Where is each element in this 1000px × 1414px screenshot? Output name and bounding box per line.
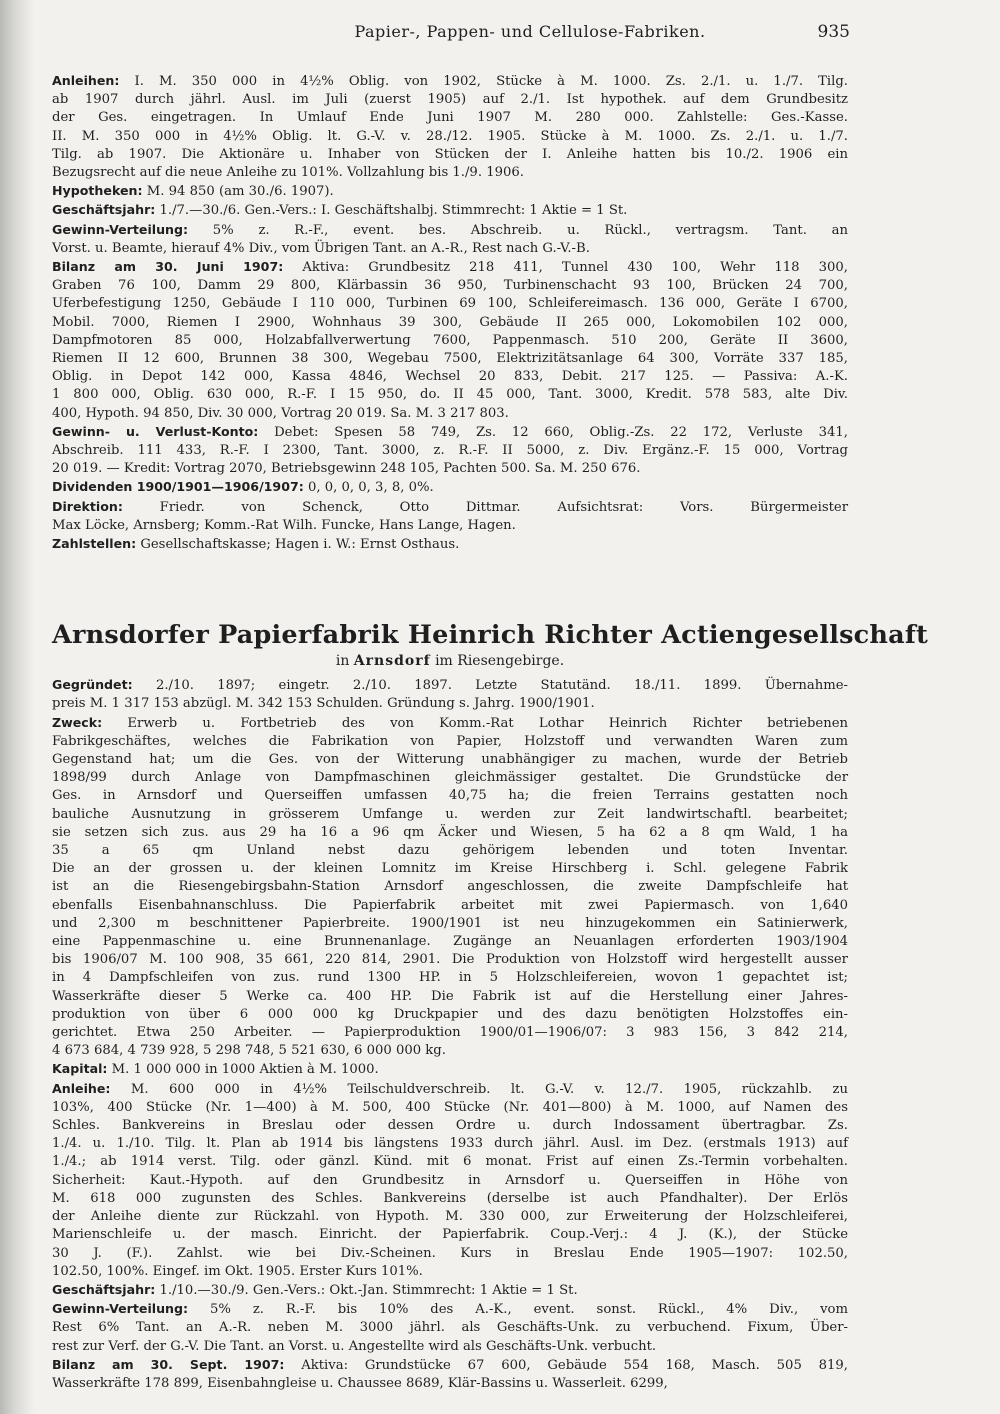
line-text: 1 800 000, Oblig. 630 000, R.-F. I 15 950, do. II 45 000, Tant. 3000, Kredit. 578 583, alte Div. [52,387,848,403]
section-label: Gewinn-Verteilung: [52,221,189,237]
text-line [52,258,848,277]
line-text: Debet: Spesen 58 749, Zs. 12 660, Oblig.-Zs. 22 172, Verluste 341, [258,424,848,440]
text-line [52,332,848,350]
text-line [52,751,848,769]
text-line [52,1135,848,1153]
text-line [52,1172,848,1190]
line-text: Graben 76 100, Damm 29 800, Klärbassin 36 950, Turbinenschacht 93 100, Brücken 24 700, [52,278,848,294]
text-line [52,1319,848,1337]
text-line [52,1300,848,1319]
text-line [52,72,848,91]
text-line [52,1153,848,1171]
text-line [52,201,848,220]
text-line [52,164,848,182]
text-line [52,460,848,478]
line-text: der Anleihe diente zur Rückzahl. von Hypoth. M. 330 000, zur Erweiterung der Holzschleiferei, [52,1209,848,1225]
line-text: preis M. 1 317 153 abzügl. M. 342 153 Schulden. Gründung s. Jahrg. 1900/1901. [52,696,595,712]
line-text: 5% z. R.-F., event. bes. Abschreib. u. Rückl., vertragsm. Tant. an [188,222,848,238]
line-text: und 2,300 m beschnittener Papierbreite. 1900/1901 ist neu hinzugekommen ein Satinierwerk, [52,915,848,931]
line-text: Wasserkräfte dieser 5 Werke ca. 400 HP. Die Fabrik ist auf die Herstellung einer Jahres- [52,988,848,1004]
line-text: 102.50, 100%. Eingef. im Okt. 1905. Erster Kurs 101%. [52,1263,423,1279]
text-line [52,1006,848,1024]
text-line [52,314,848,332]
text-line [52,1245,848,1263]
line-text: 0, 0, 0, 0, 3, 8, 0%. [303,480,434,496]
line-text: Fabrikgeschäftes, welches die Fabrikation von Papier, Holzstoff und verwandten Waren zum [52,733,848,749]
text-line [52,478,848,497]
location-prefix: in [335,653,350,669]
line-text: bauliche Ausnutzung in grösserem Umfange u. werden zur Zeit landwirtschaftl. bearbeitet; [52,806,848,822]
section-label: Gegründet: [52,677,133,693]
line-text: produktion von über 6 000 000 kg Druckpapier und des dazu benötigten Holzstoffes ein- [52,1006,848,1022]
text-line [52,1208,848,1226]
section-label: Anleihen: [52,73,120,88]
running-header [60,22,1000,48]
text-line [52,951,848,969]
text-line [52,146,848,164]
entry-arnsdorfer-papierfabrik [52,620,928,1393]
line-text: M. 1 000 000 in 1000 Aktien à M. 1000. [107,1062,379,1078]
line-text: Die an der grossen u. der kleinen Lomnitz im Kreise Hirschberg i. Schl. gelegene Fabrik [52,861,848,877]
line-text: Riemen II 12 600, Brunnen 38 300, Wegebau 7500, Elektrizitätsanlage 64 300, Vorräte 337 185, [52,351,848,367]
text-line [52,695,848,713]
line-text: Marienschleife u. der masch. Einricht. der Papierfabrik. Coup.-Verj.: 4 J. (K.), der Stücke [52,1227,848,1243]
line-text: gerichtet. Etwa 250 Arbeiter. — Papierproduktion 1900/01—1906/07: 3 983 156, 3 842 214, [52,1025,848,1041]
text-line [52,1099,848,1117]
section-label: Anleihe: [52,1080,111,1096]
text-line [52,714,848,733]
line-text: 35 a 65 qm Unland nebst dazu gehörigem lebenden und toten Inventar. [52,843,848,859]
line-text: 20 019. — Kredit: Vortrag 2070, Betriebsgewinn 248 105, Pachten 500. Sa. M. 250 676. [52,461,641,477]
section-label: Bilanz am 30. Sept. 1907: [52,1356,285,1372]
line-text: Aktiva: Grundstücke 67 600, Gebäude 554 168, Masch. 505 819, [284,1357,848,1373]
text-line [52,1338,848,1356]
line-text: Abschreib. 111 433, R.-F. I 2300, Tant. 3000, z. R.-F. II 5000, z. Div. Ergänz.-F. 15 000, Vortrag [52,443,848,459]
line-text: Uferbefestigung 1250, Gebäude I 110 000, Turbinen 69 100, Schleifereimasch. 136 000, Geräte I 6700, [52,296,848,312]
line-text: Vorst. u. Beamte, hierauf 4% Div., vom Übrigen Tant. an A.-R., Rest nach G.-V.-B. [52,240,590,256]
section-label: Geschäftsjahr: [52,1281,156,1297]
line-text: Schles. Bankvereins in Breslau oder dessen Ordre u. durch Indossament übertragbar. Zs. [52,1118,848,1134]
text-line [52,969,848,987]
text-line [52,442,848,460]
text-line [52,860,848,878]
text-line [52,988,848,1006]
entry-continued-text [52,72,848,554]
line-text: Gesellschaftskasse; Hagen i. W.: Ernst Osthaus. [136,537,460,553]
line-text: I. M. 350 000 in 4½% Oblig. von 1902, Stücke à M. 1000. Zs. 2./1. u. 1./7. Tilg. [119,74,848,89]
text-line [52,423,848,442]
text-line [52,1375,848,1393]
line-text: 1./4.; ab 1914 verst. Tilg. oder gänzl. Künd. mit 6 monat. Frist auf einen Zs.-Termin vorbehalten. [52,1154,848,1170]
text-line [52,1042,848,1060]
text-line [52,1024,848,1042]
text-line [52,535,848,554]
text-line [52,350,848,368]
line-text: Rest 6% Tant. an A.-R. neben M. 3000 jährl. als Geschäfts-Unk. zu verbuchend. Fixum, Über- [52,1320,848,1336]
text-line [52,878,848,896]
line-text: M. 618 000 zugunsten des Schles. Bankvereins (derselbe ist auch Pfandhalter). Der Erlös [52,1190,848,1206]
line-text: M. 94 850 (am 30./6. 1907). [142,184,334,200]
line-text: M. 600 000 in 4½% Teilschuldverschreib. lt. G.-V. v. 12./7. 1905, rückzahlb. zu [110,1081,848,1097]
line-text: der Ges. eingetragen. In Umlauf Ende Juni 1907 M. 280 000. Zahlstelle: Ges.-Kasse. [52,110,848,126]
text-line [52,1117,848,1135]
line-text: 103%, 400 Stücke (Nr. 1—400) à M. 500, 400 Stücke (Nr. 401—800) à M. 1000, auf Namen des [52,1099,848,1115]
text-line [52,769,848,787]
line-text: rest zur Verf. der G.-V. Die Tant. an Vorst. u. Angestellte wird als Geschäfts-Unk. verbucht. [52,1338,657,1354]
section-label: Bilanz am 30. Juni 1907: [52,259,284,275]
line-text: Gegenstand hat; um die Ges. von der Witterung unabhängiger zu machen, wurde der Betrieb [52,752,848,768]
section-label: Zahlstellen: [52,536,137,552]
section-label: Zweck: [52,714,103,730]
line-text: Mobil. 7000, Riemen I 2900, Wohnhaus 39 300, Gebäude II 265 000, Lokomobilen 102 000, [52,314,848,330]
header-title: Papier-, Pappen- und Cellulose-Fabriken. [354,22,706,41]
page-number: 935 [817,22,850,42]
text-line [52,91,848,109]
text-line [52,1356,848,1375]
line-text: sie setzen sich zus. aus 29 ha 16 a 96 qm Äcker und Wiesen, 5 ha 62 a 8 qm Wald, 1 ha [52,824,848,840]
section-label: Gewinn- u. Verlust-Konto: [52,423,259,439]
line-text: bis 1906/07 M. 100 908, 35 661, 220 814, 2901. Die Produktion von Holzstoff wird hergestellt ausser [52,952,848,968]
line-text: Friedr. von Schenck, Otto Dittmar. Aufsichtsrat: Vors. Bürgermeister [122,499,848,515]
text-line [52,933,848,951]
text-line [52,277,848,295]
section-label: Geschäftsjahr: [52,202,156,218]
text-line [52,128,848,146]
company-name: Arnsdorfer Papierfabrik Heinrich Richter Actiengesellschaft [52,620,928,650]
text-line [52,787,848,805]
section-label: Kapital: [52,1061,108,1077]
line-text: ebenfalls Eisenbahnanschluss. Die Papierfabrik arbeitet mit zwei Papiermasch. von 1,640 [52,897,848,913]
text-line [52,1060,848,1079]
line-text: Sicherheit: Kaut.-Hypoth. auf den Grundbesitz in Arnsdorf u. Querseiffen in Höhe von [52,1172,848,1188]
text-line [52,897,848,915]
line-text: in 4 Dampfschleifen von zus. rund 1300 HP. in 5 Holzschleifereien, wovon 1 gepachtet ist; [52,970,848,986]
line-text: Wasserkräfte 178 899, Eisenbahngleise u. Chaussee 8689, Klär-Bassins u. Wasserleit. 6299, [52,1375,668,1391]
text-line [52,733,848,751]
line-text: 400, Hypoth. 94 850, Div. 30 000, Vortrag 20 019. Sa. M. 3 217 803. [52,405,509,421]
line-text: Ges. in Arnsdorf und Querseiffen umfassen 40,75 ha; die freien Terrains gestatten noch [52,788,848,804]
line-text: 4 673 684, 4 739 928, 5 298 748, 5 521 630, 6 000 000 kg. [52,1043,446,1059]
line-text: Erwerb u. Fortbetrieb des von Komm.-Rat Lothar Heinrich Richter betriebenen [102,715,848,731]
text-line [52,676,848,695]
text-line [52,221,848,240]
text-line [52,1190,848,1208]
line-text: 30 J. (F.). Zahlst. wie bei Div.-Scheinen. Kurs in Breslau Ende 1905—1907: 102.50, [52,1245,848,1261]
text-line [52,386,848,404]
line-text: eine Pappenmaschine u. eine Brunnenanlage. Zugänge an Neuanlagen erforderten 1903/1904 [52,934,848,950]
text-line [52,806,848,824]
company-body [52,676,848,1393]
line-text: Max Löcke, Arnsberg; Komm.-Rat Wilh. Funcke, Hans Lange, Hagen. [52,517,516,533]
line-text: 1./4. u. 1./10. Tilg. lt. Plan ab 1914 bis längstens 1933 durch jährl. Ausl. im Dez. (erstmals 1913) auf [52,1136,848,1152]
line-text: ist an die Riesengebirgsbahn-Station Arnsdorf angeschlossen, die zweite Dampfschleife hat [52,879,848,895]
section-label: Direktion: [52,498,123,514]
line-text: II. M. 350 000 in 4½% Oblig. lt. G.-V. v. 28./12. 1905. Stücke à M. 1000. Zs. 2./1. u. 1./7. [52,128,848,144]
text-line [52,1263,848,1281]
line-text: Aktiva: Grundbesitz 218 411, Tunnel 430 100, Wehr 118 300, [283,260,848,276]
text-line [52,295,848,313]
line-text: Oblig. in Depot 142 000, Kassa 4846, Wechsel 20 833, Debit. 217 125. — Passiva: A.-K. [52,369,848,385]
line-text: 1./7.—30./6. Gen.-Vers.: I. Geschäftshalbj. Stimmrecht: 1 Aktie = 1 St. [155,203,628,219]
section-label: Gewinn-Verteilung: [52,1301,189,1317]
text-line [52,405,848,423]
text-line [52,1281,848,1300]
location-name: Arnsdorf [353,653,431,669]
text-line [52,240,848,258]
section-label: Hypotheken: [52,183,143,199]
section-label: Dividenden 1900/1901—1906/1907: [52,479,304,495]
text-line [52,109,848,127]
text-line [52,915,848,933]
company-location [52,652,848,670]
text-line [52,517,848,535]
line-text: Tilg. ab 1907. Die Aktionäre u. Inhaber von Stücken der I. Anleihe hatten bis 10./2. 1906 ein [52,146,848,162]
line-text: Dampfmotoren 85 000, Holzabfallverwertung 7600, Pappenmasch. 510 200, Geräte II 3600, [52,332,848,348]
line-text: 1./10.—30./9. Gen.-Vers.: Okt.-Jan. Stimmrecht: 1 Aktie = 1 St. [155,1282,578,1298]
book-spine-shadow [0,0,34,1414]
text-line [52,824,848,842]
text-line [52,182,848,201]
location-suffix: im Riesengebirge. [435,653,565,669]
line-text: 5% z. R.-F. bis 10% des A.-K., event. sonst. Rückl., 4% Div., vom [188,1302,848,1318]
text-line [52,368,848,386]
line-text: Bezugsrecht auf die neue Anleihe zu 101%. Vollzahlung bis 1./9. 1906. [52,165,524,181]
text-line [52,842,848,860]
line-text: ab 1907 durch jährl. Ausl. im Juli (zuerst 1905) auf 2./1. Ist hypothek. auf dem Grundbesitz [52,92,848,108]
line-text: 2./10. 1897; eingetr. 2./10. 1897. Letzte Statutänd. 18./11. 1899. Übernahme- [132,678,848,694]
line-text: 1898/99 durch Anlage von Dampfmaschinen gleichmässiger gestaltet. Die Grundstücke der [52,770,848,786]
text-line [52,1080,848,1099]
text-line [52,1226,848,1244]
text-line [52,498,848,517]
